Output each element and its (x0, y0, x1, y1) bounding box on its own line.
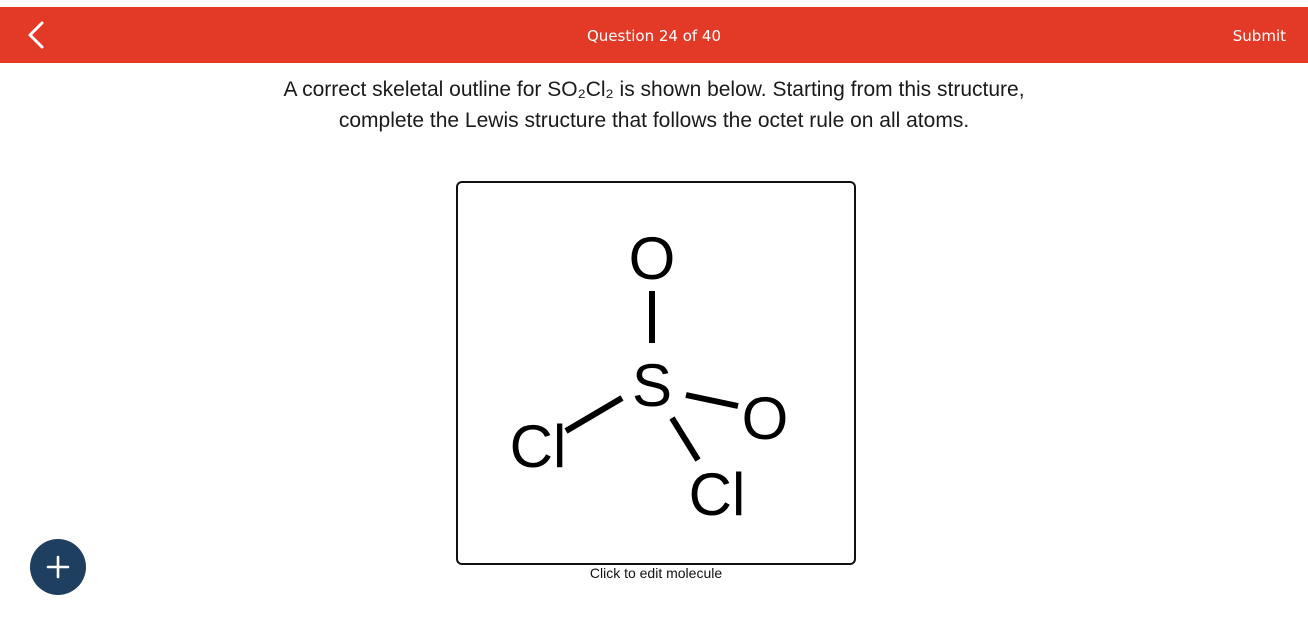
bond-s-cl-left (566, 398, 622, 431)
atom-s-center[interactable]: S (631, 352, 673, 419)
atom-o-right[interactable]: O (741, 385, 789, 452)
question-header (0, 7, 1308, 63)
atom-o-top[interactable]: O (628, 225, 676, 292)
prompt-line-1: A correct skeletal outline for SO₂Cl₂ is shown below. Starting from this structure, (283, 78, 1025, 101)
bond-s-o-right (686, 395, 738, 406)
atom-cl-left[interactable]: Cl (509, 413, 567, 480)
molecule-drawing (458, 183, 854, 563)
plus-icon (46, 555, 70, 579)
prompt-line-2: complete the Lewis structure that follows the octet rule on all atoms. (338, 109, 970, 132)
top-strip (0, 0, 1308, 7)
question-prompt (250, 74, 1058, 136)
atom-cl-bottom[interactable]: Cl (688, 461, 746, 528)
add-button[interactable] (30, 539, 86, 595)
bond-s-cl-bottom (672, 418, 698, 460)
submit-button[interactable]: Submit (1232, 27, 1286, 45)
molecule-editor[interactable] (456, 181, 856, 565)
question-counter: Question 24 of 40 (586, 27, 722, 45)
edit-molecule-caption[interactable]: Click to edit molecule (589, 565, 723, 581)
